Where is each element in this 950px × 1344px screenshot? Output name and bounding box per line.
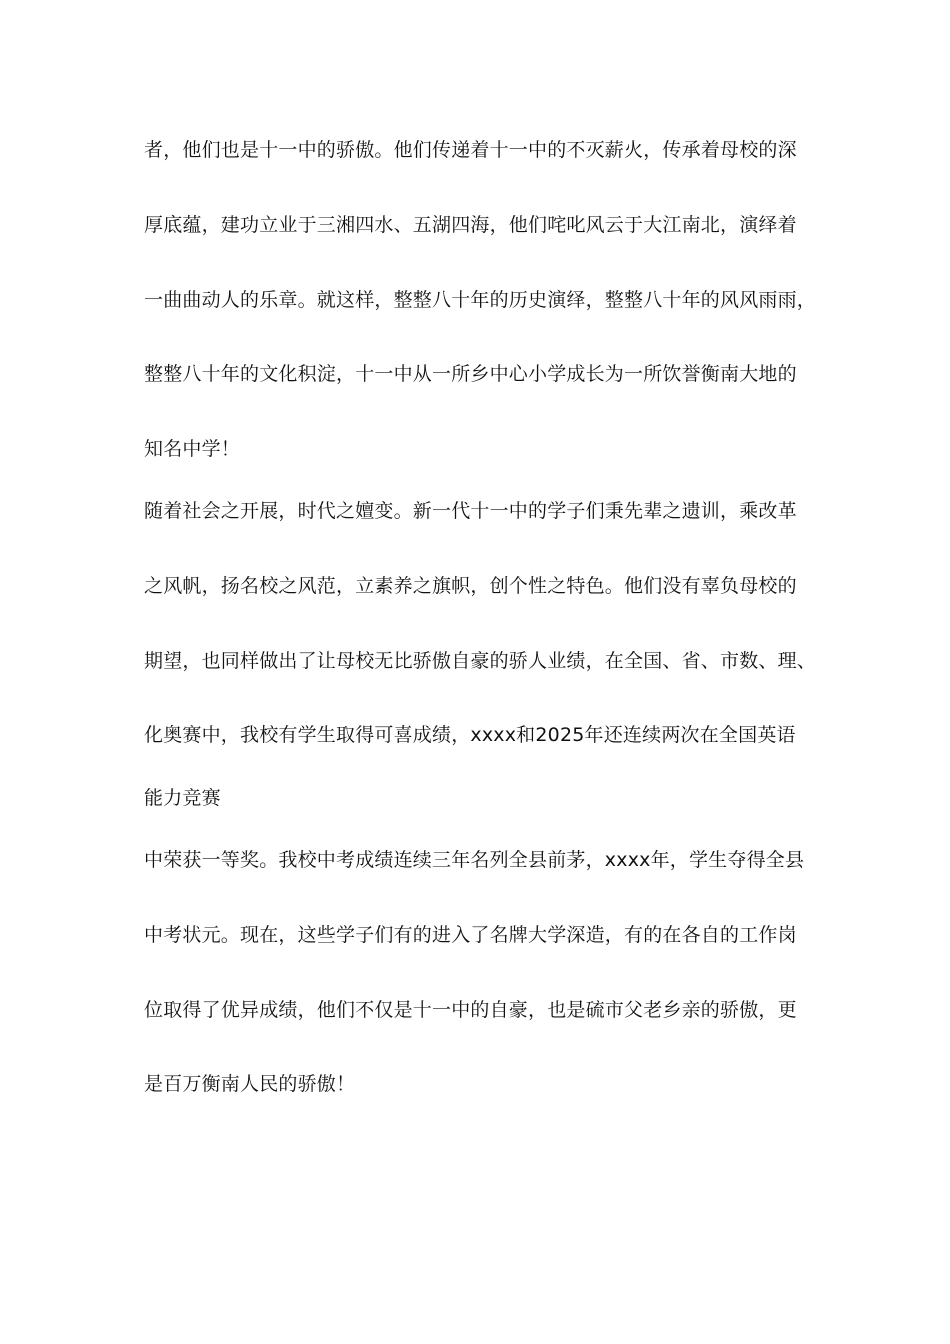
paragraph-line: 化奥赛中，我校有学生取得可喜成绩，xxxx和2025年还连续两次在全国英语 bbox=[144, 724, 796, 746]
paragraph-line: 是百万衡南人民的骄傲！ bbox=[144, 1073, 356, 1095]
paragraph-line: 之风帆，扬名校之风范，立素养之旗帜，创个性之特色。他们没有辜负母校的 bbox=[144, 575, 797, 597]
paragraph-line: 能力竞赛 bbox=[144, 787, 221, 809]
paragraph-line: 期望，也同样做出了让母校无比骄傲自豪的骄人业绩，在全国、省、市数、理、 bbox=[144, 650, 817, 672]
paragraph-line: 知名中学！ bbox=[144, 438, 241, 460]
paragraph-line: 中荣获一等奖。我校中考成绩连续三年名列全县前茅，xxxx年，学生夺得全县 bbox=[144, 849, 805, 871]
paragraph-line: 整整八十年的文化积淀，十一中从一所乡中心小学成长为一所饮誉衡南大地的 bbox=[144, 363, 797, 385]
paragraph-line: 者，他们也是十一中的骄傲。他们传递着十一中的不灭薪火，传承着母校的深 bbox=[144, 139, 797, 161]
paragraph-line: 随着社会之开展，时代之嬗变。新一代十一中的学子们秉先辈之遗训，乘改革 bbox=[144, 500, 797, 522]
paragraph-line: 厚底蕴，建功立业于三湘四水、五湖四海，他们咤叱风云于大江南北，演绎着 bbox=[144, 214, 797, 236]
paragraph-line: 中考状元。现在，这些学子们有的进入了名牌大学深造，有的在各自的工作岗 bbox=[144, 924, 797, 946]
paragraph-line: 一曲曲动人的乐章。就这样，整整八十年的历史演绎，整整八十年的风风雨雨， bbox=[144, 289, 817, 311]
paragraph-line: 位取得了优异成绩，他们不仅是十一中的自豪，也是硫市父老乡亲的骄傲，更 bbox=[144, 999, 797, 1021]
